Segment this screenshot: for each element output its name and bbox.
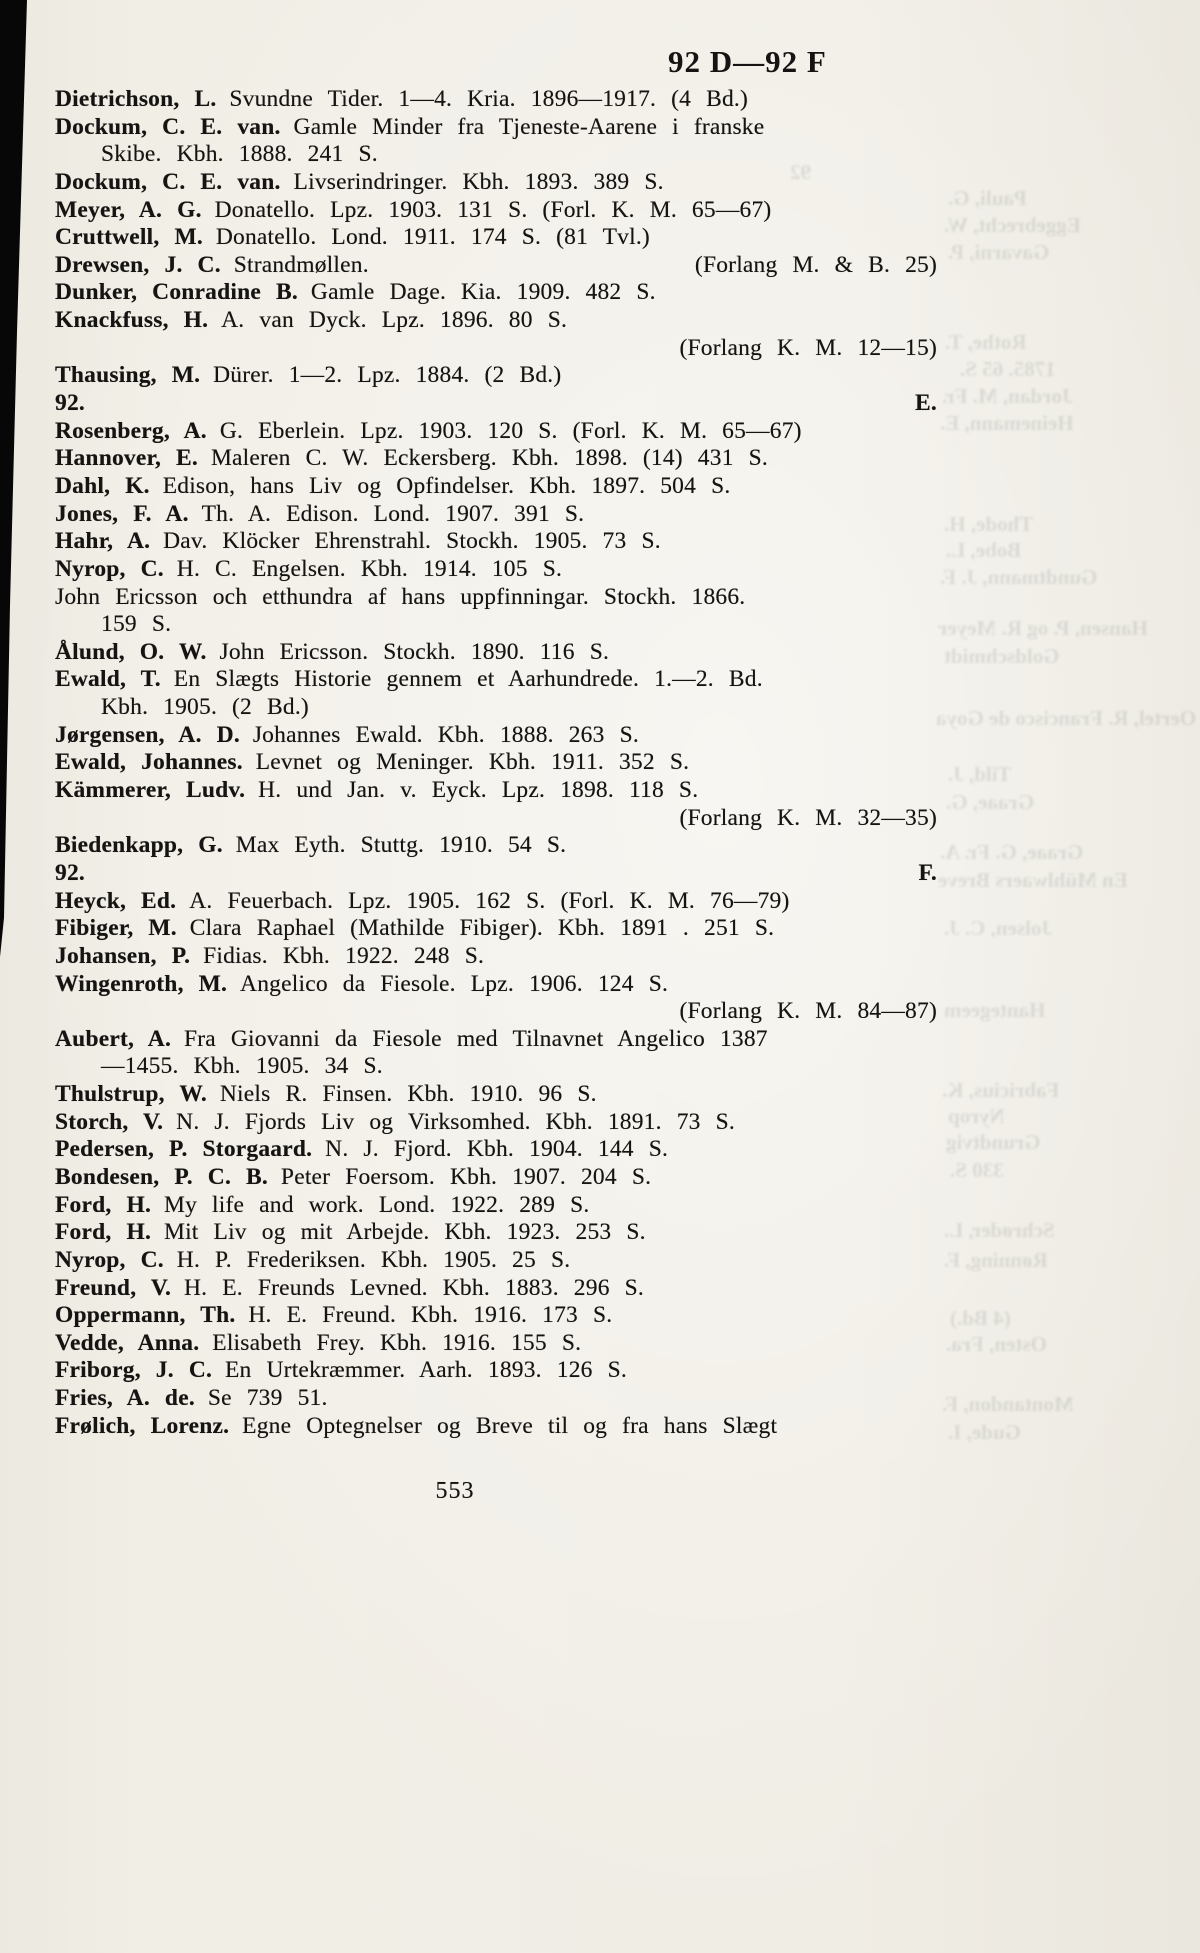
entry-author: Thulstrup, W.	[55, 1081, 207, 1108]
bleed-through-text: Jolsen, C. J.	[944, 916, 1052, 940]
bleed-through-text: Heinemann, E.	[940, 411, 1074, 435]
entry-text: Niels R. Finsen. Kbh. 1910. 96 S.	[219, 1081, 597, 1108]
entry-author: Ewald, T.	[55, 666, 161, 693]
entry-author: Fries, A. de.	[55, 1385, 195, 1412]
entry-text: Fra Giovanni da Fiesole med Tilnavnet Angelico 1387	[183, 1025, 768, 1052]
bleed-through-text: (4 Bd.)	[950, 1306, 1011, 1330]
bleed-through-text: Bobe, L.	[946, 538, 1022, 562]
bibliography-line	[55, 749, 937, 777]
entry-text: 159 S.	[101, 611, 172, 638]
entry-text: (Forlang K. M. 84—87)	[679, 998, 937, 1025]
entry-author: Kämmerer, Ludv.	[55, 777, 246, 804]
entry-author: Hahr, A.	[55, 528, 151, 555]
bleed-through-text: Oertel, R. Francisco de Goya	[936, 706, 1197, 730]
bibliography-line	[55, 86, 937, 114]
bleed-through-text: Rønning, F.	[944, 1248, 1048, 1272]
entry-author: Knackfuss, H.	[55, 307, 209, 334]
entry-text: Fidias. Kbh. 1922. 248 S.	[203, 942, 485, 969]
bleed-through-text: Gundtmann, J. F.	[940, 565, 1098, 589]
entry-ref-tail: (Forlang M. & B. 25)	[694, 251, 937, 278]
bleed-through-text: Pauli, G.	[948, 186, 1027, 210]
entry-author: Cruttwell, M.	[55, 224, 203, 251]
bibliography-line	[55, 307, 937, 335]
entry-text: Maleren C. W. Eckersberg. Kbh. 1898. (14) 431 S.	[210, 445, 769, 472]
bibliography-line	[55, 1302, 937, 1330]
bleed-through-text: Hansen, P. og R. Meyer	[938, 616, 1148, 640]
bibliography-line	[55, 1275, 937, 1303]
bibliography-line	[55, 915, 937, 943]
entry-author: Ford, H.	[55, 1219, 152, 1246]
entry-text: Dürer. 1—2. Lpz. 1884. (2 Bd.)	[213, 362, 562, 389]
entry-author: Storch, V.	[55, 1108, 164, 1135]
bibliography-line	[55, 556, 937, 584]
entry-text: Peter Foersom. Kbh. 1907. 204 S.	[280, 1163, 652, 1190]
bibliography-line	[55, 639, 937, 667]
entry-author: Bondesen, P. C. B.	[55, 1163, 268, 1190]
bibliography-line	[55, 584, 937, 612]
bibliography-line	[55, 252, 937, 280]
entry-text: N. J. Fjords Liv og Virksomhed. Kbh. 1891. 73 S.	[176, 1108, 735, 1135]
entry-author: Hannover, E.	[55, 445, 199, 472]
entry-text: Max Eyth. Stuttg. 1910. 54 S.	[235, 832, 567, 859]
bibliography-line	[55, 971, 937, 999]
bibliography-line	[55, 528, 937, 556]
entry-text: G. Eberlein. Lpz. 1903. 120 S. (Forl. K. M. 65—67)	[219, 417, 802, 444]
bleed-through-text: Fabricius, K.	[942, 1078, 1060, 1102]
bibliography-line	[55, 1026, 937, 1054]
bleed-through-text: Gavarni, P.	[948, 240, 1050, 264]
bibliography-line	[55, 611, 937, 639]
entry-text: H. P. Frederiksen. Kbh. 1905. 25 S.	[176, 1246, 571, 1273]
bleed-through-text: Nyrop	[948, 1104, 1005, 1128]
bleed-through-text: Hantegeem	[944, 998, 1046, 1022]
bibliography-line	[55, 777, 937, 805]
entry-text: Elisabeth Frey. Kbh. 1916. 155 S.	[212, 1329, 582, 1356]
bleed-through-text: Gude, I.	[948, 1420, 1021, 1444]
section-number: 92.	[55, 859, 85, 886]
entry-text: H. und Jan. v. Eyck. Lpz. 1898. 118 S.	[258, 777, 699, 804]
section-letter: F.	[918, 859, 937, 886]
bibliography-line	[55, 943, 937, 971]
entry-text: (Forlang K. M. 12—15)	[679, 334, 937, 361]
entry-author: Ålund, O. W.	[55, 638, 207, 665]
entry-text: Th. A. Edison. Lond. 1907. 391 S.	[201, 500, 585, 527]
bibliography-line	[55, 1385, 937, 1413]
entry-author: Jones, F. A.	[55, 500, 189, 527]
entry-text: A. van Dyck. Lpz. 1896. 80 S.	[221, 307, 568, 334]
entry-author: Jørgensen, A. D.	[55, 721, 240, 748]
bleed-through-text: Jordan, M. Fr.	[942, 384, 1073, 408]
section-heading	[55, 860, 937, 888]
entry-text: Donatello. Lpz. 1903. 131 S. (Forl. K. M. 65—67)	[214, 196, 772, 223]
bibliography-line	[55, 1109, 937, 1137]
entry-author: Nyrop, C.	[55, 1246, 164, 1273]
bleed-through-text: Tild, J.	[948, 762, 1012, 786]
section-number: 92.	[55, 390, 85, 417]
entry-text: En Urtekræmmer. Aarh. 1893. 126 S.	[225, 1357, 627, 1384]
scan-edge-shadow	[0, 0, 30, 1953]
entry-author: Rosenberg, A.	[55, 417, 207, 444]
entry-text: H. C. Engelsen. Kbh. 1914. 105 S.	[176, 555, 563, 582]
entry-author: Johansen, P.	[55, 942, 191, 969]
entry-text: Egne Optegnelser og Breve til og fra hans Slægt	[242, 1412, 778, 1439]
bibliography-line	[55, 335, 937, 363]
bibliography-line	[55, 1413, 937, 1441]
bleed-through-text: Osten, Fra.	[946, 1332, 1047, 1356]
bibliography-line	[55, 197, 937, 225]
bleed-through-text: En Mühlwaers Breve	[938, 868, 1128, 892]
bleed-through-text: Montandon, F.	[942, 1392, 1074, 1416]
bibliography-line	[55, 666, 937, 694]
entry-text: Se 739 51.	[207, 1385, 328, 1412]
entry-text: John Ericsson och etthundra af hans uppfinningar. Stockh. 1866.	[55, 583, 746, 610]
bibliography-line	[55, 418, 937, 446]
bibliography-line	[55, 279, 937, 307]
entry-text: Levnet og Meninger. Kbh. 1911. 352 S.	[255, 749, 690, 776]
entry-author: Oppermann, Th.	[55, 1302, 236, 1329]
entry-text: My life and work. Lond. 1922. 289 S.	[163, 1191, 590, 1218]
entry-author: Drewsen, J. C.	[55, 251, 221, 278]
section-heading	[55, 390, 937, 418]
bibliography-line	[55, 224, 937, 252]
entry-text: H. E. Freunds Levned. Kbh. 1883. 296 S.	[184, 1274, 644, 1301]
bleed-through-text: Grundtvig	[946, 1130, 1041, 1154]
entry-author: Ford, H.	[55, 1191, 152, 1218]
bleed-through-text: Schrøder, L.	[944, 1218, 1055, 1242]
entry-author: Wingenroth, M.	[55, 970, 228, 997]
entry-text: Clara Raphael (Mathilde Fibiger). Kbh. 1891 . 251 S.	[189, 915, 775, 942]
bibliography-line	[55, 1053, 937, 1081]
bleed-through-text: 330 S.	[950, 1158, 1004, 1182]
bibliography-line	[55, 998, 937, 1026]
entry-author: Dietrichson, L.	[55, 86, 217, 112]
entry-text: Svundne Tider. 1—4. Kria. 1896—1917. (4 Bd.)	[229, 86, 749, 112]
entry-author: Heyck, Ed.	[55, 887, 177, 914]
entry-text: Kbh. 1905. (2 Bd.)	[101, 694, 309, 721]
bibliography-line	[55, 1330, 937, 1358]
entry-text: Dav. Klöcker Ehrenstrahl. Stockh. 1905. 73 S.	[163, 528, 661, 555]
entry-author: Pedersen, P. Storgaard.	[55, 1136, 313, 1163]
entry-text: Angelico da Fiesole. Lpz. 1906. 124 S.	[240, 970, 669, 997]
entry-text: En Slægts Historie gennem et Aarhundrede. 1.—2. Bd.	[173, 666, 763, 693]
bibliography-line	[55, 888, 937, 916]
bibliography-list	[55, 86, 937, 1440]
entry-text: Edison, hans Liv og Opfindelser. Kbh. 1897. 504 S.	[162, 472, 731, 499]
bibliography-line	[55, 722, 937, 750]
bleed-through-text: 92	[790, 160, 811, 184]
bleed-through-text: Eggebrecht, W.	[944, 213, 1081, 237]
entry-author: Vedde, Anna.	[55, 1329, 200, 1356]
bleed-through-text: 1785. 65 S.	[960, 357, 1056, 381]
bleed-through-text: Graae, G. Fr. A.	[940, 840, 1084, 864]
entry-author: Fibiger, M.	[55, 915, 177, 942]
bibliography-line	[55, 473, 937, 501]
entry-text: Skibe. Kbh. 1888. 241 S.	[101, 141, 378, 168]
entry-author: Ewald, Johannes.	[55, 749, 243, 776]
bibliography-line	[55, 362, 937, 390]
entry-author: Dockum, C. E. van.	[55, 113, 281, 140]
bibliography-line	[55, 832, 937, 860]
entry-text: Livserindringer. Kbh. 1893. 389 S.	[293, 168, 664, 195]
entry-author: Dunker, Conradine B.	[55, 279, 298, 306]
entry-text: Strandmøllen.	[233, 251, 369, 278]
bleed-through-text: Goldschmidt	[944, 644, 1060, 668]
entry-author: Freund, V.	[55, 1274, 172, 1301]
entry-author: Thausing, M.	[55, 362, 201, 389]
entry-text: Donatello. Lond. 1911. 174 S. (81 Tvl.)	[215, 224, 650, 251]
entry-text: Mit Liv og mit Arbejde. Kbh. 1923. 253 S.	[163, 1219, 646, 1246]
entry-author: Dockum, C. E. van.	[55, 168, 281, 195]
bibliography-line	[55, 1247, 937, 1275]
bibliography-line	[55, 1192, 937, 1220]
bibliography-line	[55, 114, 937, 142]
bibliography-line	[55, 1219, 937, 1247]
bibliography-line	[55, 445, 937, 473]
entry-text: H. E. Freund. Kbh. 1916. 173 S.	[248, 1302, 613, 1329]
entry-text: Johannes Ewald. Kbh. 1888. 263 S.	[252, 721, 639, 748]
section-letter: E.	[915, 390, 937, 417]
bibliography-line	[55, 1164, 937, 1192]
entry-author: Friborg, J. C.	[55, 1357, 213, 1384]
bibliography-line	[55, 805, 937, 833]
entry-text: A. Feuerbach. Lpz. 1905. 162 S. (Forl. K. M. 76—79)	[189, 887, 790, 914]
bibliography-line	[55, 1081, 937, 1109]
entry-author: Biedenkapp, G.	[55, 832, 223, 859]
bleed-through-text: Thode, H.	[944, 512, 1034, 536]
bleed-through-text: Graae, G.	[946, 790, 1035, 814]
page-number: 553	[435, 1478, 475, 1504]
bibliography-line	[55, 1136, 937, 1164]
entry-text: N. J. Fjord. Kbh. 1904. 144 S.	[325, 1136, 669, 1163]
entry-author: Frølich, Lorenz.	[55, 1412, 230, 1439]
entry-author: Dahl, K.	[55, 472, 150, 499]
bibliography-line	[55, 694, 937, 722]
entry-text: Gamle Minder fra Tjeneste-Aarene i franske	[293, 113, 765, 140]
entry-author: Nyrop, C.	[55, 555, 164, 582]
entry-author: Aubert, A.	[55, 1025, 172, 1052]
bibliography-line	[55, 501, 937, 529]
entry-text: —1455. Kbh. 1905. 34 S.	[101, 1053, 383, 1080]
entry-text: John Ericsson. Stockh. 1890. 116 S.	[219, 638, 610, 665]
bleed-through-text: Rothe, T.	[945, 330, 1027, 354]
bibliography-line	[55, 1357, 937, 1385]
entry-author: Meyer, A. G.	[55, 196, 202, 223]
entry-text: (Forlang K. M. 32—35)	[679, 804, 937, 831]
entry-text: Gamle Dage. Kia. 1909. 482 S.	[310, 279, 656, 306]
page-header-range: 92 D—92 F	[668, 44, 827, 79]
